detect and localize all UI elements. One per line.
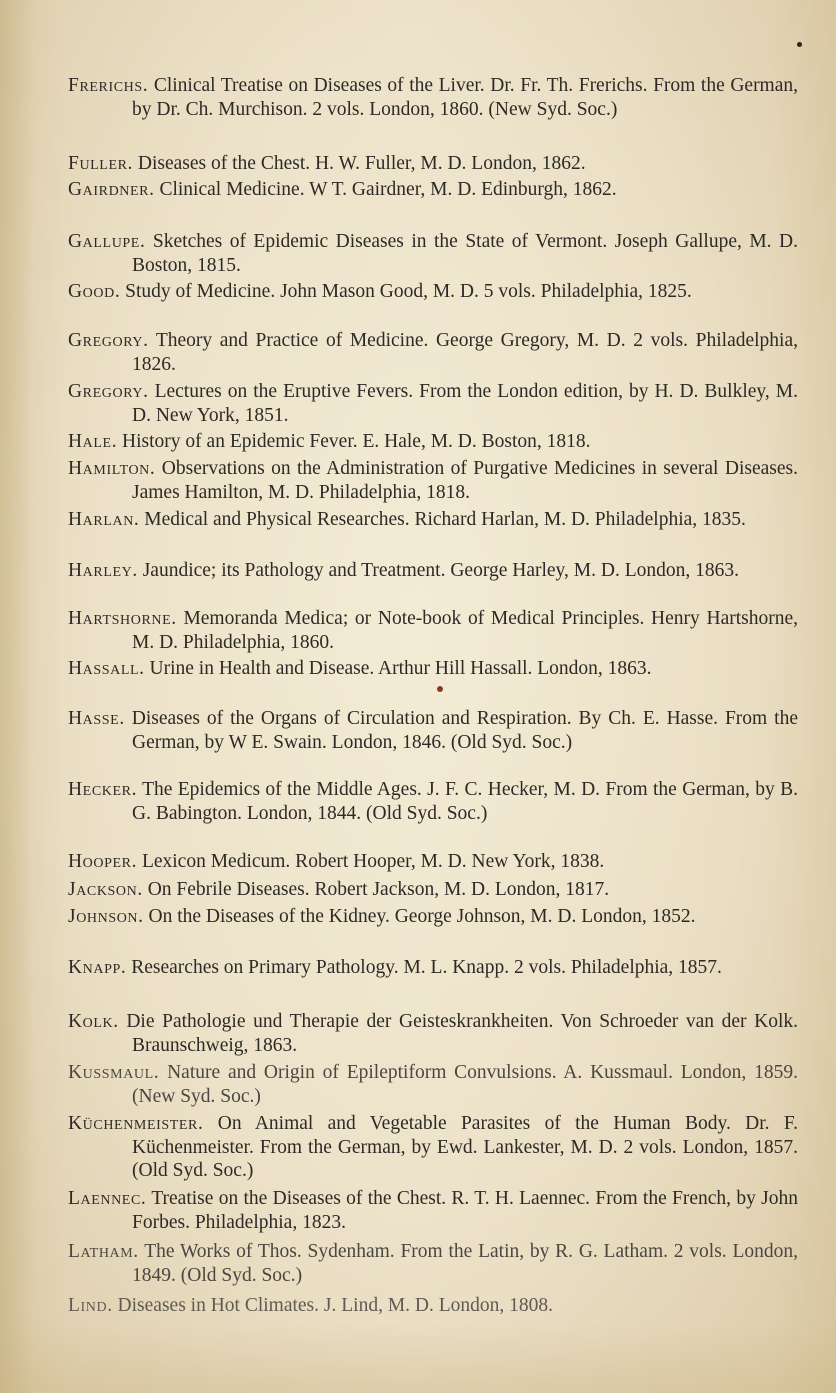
entry-text: Clinical Treatise on Diseases of the Liver. Dr. Fr. Th. Frerichs. From the German, by Dr. Ch. Murchison. 2 vols. London, 1860. (New Syd. Soc.) (132, 75, 799, 120)
bibliography-entry-gregory-2 (58, 380, 798, 427)
bibliography-entry-frerichs (58, 74, 798, 121)
entry-author: Hooper. (68, 851, 138, 872)
entry-text: Lectures on the Eruptive Fevers. From the London edition, by H. D. Bulkley, M. D. New York, 1851. (132, 381, 799, 426)
bibliography-entry-hecker (58, 778, 798, 825)
entry-author: Gairdner. (68, 179, 155, 200)
bibliography-entry-harley (58, 559, 798, 583)
entry-text: The Epidemics of the Middle Ages. J. F. C. Hecker, M. D. From the German, by B. G. Babington. London, 1844. (Old Syd. Soc.) (132, 779, 798, 824)
entry-author: Hale. (68, 431, 118, 452)
entry-text: Treatise on the Diseases of the Chest. R. T. H. Laennec. From the French, by John Forbes. Philadelphia, 1823. (132, 1188, 798, 1233)
entry-text: Lexicon Medicum. Robert Hooper, M. D. New York, 1838. (141, 851, 605, 872)
entry-text: On Animal and Vegetable Parasites of the Human Body. Dr. F. Küchenmeister. From the German, by Ewd. Lankester, M. D. 2 vols. London, 1857. (Old Syd. Soc.) (132, 1113, 798, 1181)
bibliography-entry-hasse (58, 707, 798, 754)
entry-author: Kussmaul. (68, 1062, 160, 1083)
entry-author: Hasse. (68, 708, 125, 729)
entry-text: Theory and Practice of Medicine. George Gregory, M. D. 2 vols. Philadelphia, 1826. (132, 330, 798, 375)
bibliography-entry-jackson (58, 878, 798, 902)
entry-author: Laennec. (68, 1188, 147, 1209)
entry-author: Küchenmeister. (68, 1113, 204, 1134)
bibliography-entry-gallupe (58, 230, 798, 277)
entry-author: Jackson. (68, 879, 143, 900)
bibliography-entry-kuchenmeister (58, 1112, 798, 1183)
entry-author: Gregory. (68, 330, 149, 351)
entry-author: Frerichs. (68, 75, 149, 96)
entry-author: Latham. (68, 1241, 139, 1262)
entry-author: Fuller. (68, 153, 134, 174)
entry-author: Kolk. (68, 1011, 119, 1032)
entry-text: Observations on the Administration of Purgative Medicines in several Diseases. James Hamilton, M. D. Philadelphia, 1818. (132, 458, 798, 503)
entry-author: Gallupe. (68, 231, 146, 252)
entry-author: Knapp. (68, 957, 127, 978)
entry-author: Johnson. (68, 906, 144, 927)
entry-author: Good. (68, 281, 121, 302)
entry-author: Harley. (68, 560, 138, 581)
entry-author: Lind. (68, 1295, 113, 1316)
entry-author: Hassall. (68, 658, 145, 679)
entry-text: Study of Medicine. John Mason Good, M. D. 5 vols. Philadelphia, 1825. (125, 281, 692, 302)
bibliography-entry-lind (58, 1294, 798, 1318)
bibliography-entry-kussmaul (58, 1061, 798, 1108)
entry-text: Clinical Medicine. W T. Gairdner, M. D. Edinburgh, 1862. (159, 179, 617, 200)
bibliography-entry-laennec (58, 1187, 798, 1234)
bibliography-entry-knapp (58, 956, 798, 980)
entry-text: The Works of Thos. Sydenham. From the Latin, by R. G. Latham. 2 vols. London, 1849. (Old Syd. Soc.) (132, 1241, 798, 1286)
entry-text: Sketches of Epidemic Diseases in the State of Vermont. Joseph Gallupe, M. D. Boston, 1815. (132, 231, 798, 276)
bibliography-entry-harlan (58, 508, 798, 532)
bibliography-entry-hamilton (58, 457, 798, 504)
entry-author: Gregory. (68, 381, 149, 402)
ink-spot (437, 686, 443, 692)
bibliography-entry-latham (58, 1240, 798, 1287)
page-speck (797, 42, 802, 47)
bibliography-entry-gregory-1 (58, 329, 798, 376)
bibliography-entry-hartshorne (58, 607, 798, 654)
entry-text: Urine in Health and Disease. Arthur Hill Hassall. London, 1863. (149, 658, 652, 679)
bibliography-entry-hale (58, 430, 798, 454)
bibliography-entry-hassall (58, 657, 798, 681)
bibliography-entry-good (58, 280, 798, 304)
entry-text: On Febrile Diseases. Robert Jackson, M. D. London, 1817. (147, 879, 610, 900)
bibliography-entry-kolk (58, 1010, 798, 1057)
entry-text: On the Diseases of the Kidney. George Johnson, M. D. London, 1852. (148, 906, 696, 927)
entry-author: Harlan. (68, 509, 140, 530)
bibliography-entry-gairdner (58, 178, 798, 202)
entry-text: Die Pathologie und Therapie der Geisteskrankheiten. Von Schroeder van der Kolk. Braunschweig, 1863. (126, 1011, 799, 1056)
entry-text: Medical and Physical Researches. Richard Harlan, M. D. Philadelphia, 1835. (144, 509, 746, 530)
entry-author: Hamilton. (68, 458, 156, 479)
entry-author: Hecker. (68, 779, 138, 800)
entry-text: Researches on Primary Pathology. M. L. Knapp. 2 vols. Philadelphia, 1857. (131, 957, 722, 978)
entry-text: Diseases of the Organs of Circulation and Respiration. By Ch. E. Hasse. From the German, by W E. Swain. London, 1846. (Old Syd. Soc.) (131, 708, 798, 753)
entry-text: Jaundice; its Pathology and Treatment. George Harley, M. D. London, 1863. (142, 560, 739, 581)
entry-text: Nature and Origin of Epileptiform Convulsions. A. Kussmaul. London, 1859. (New Syd. Soc.) (132, 1062, 799, 1107)
entry-text: Diseases in Hot Climates. J. Lind, M. D. London, 1808. (117, 1295, 554, 1316)
entry-text: History of an Epidemic Fever. E. Hale, M. D. Boston, 1818. (122, 431, 591, 452)
bibliography-entry-hooper (58, 850, 798, 874)
entry-author: Hartshorne. (68, 608, 177, 629)
entry-text: Diseases of the Chest. H. W. Fuller, M. D. London, 1862. (137, 153, 586, 174)
bibliography-entry-johnson (58, 905, 798, 929)
bibliography-entry-fuller (58, 152, 798, 176)
entry-text: Memoranda Medica; or Note-book of Medical Principles. Henry Hartshorne, M. D. Philadelphia, 1860. (132, 608, 798, 653)
